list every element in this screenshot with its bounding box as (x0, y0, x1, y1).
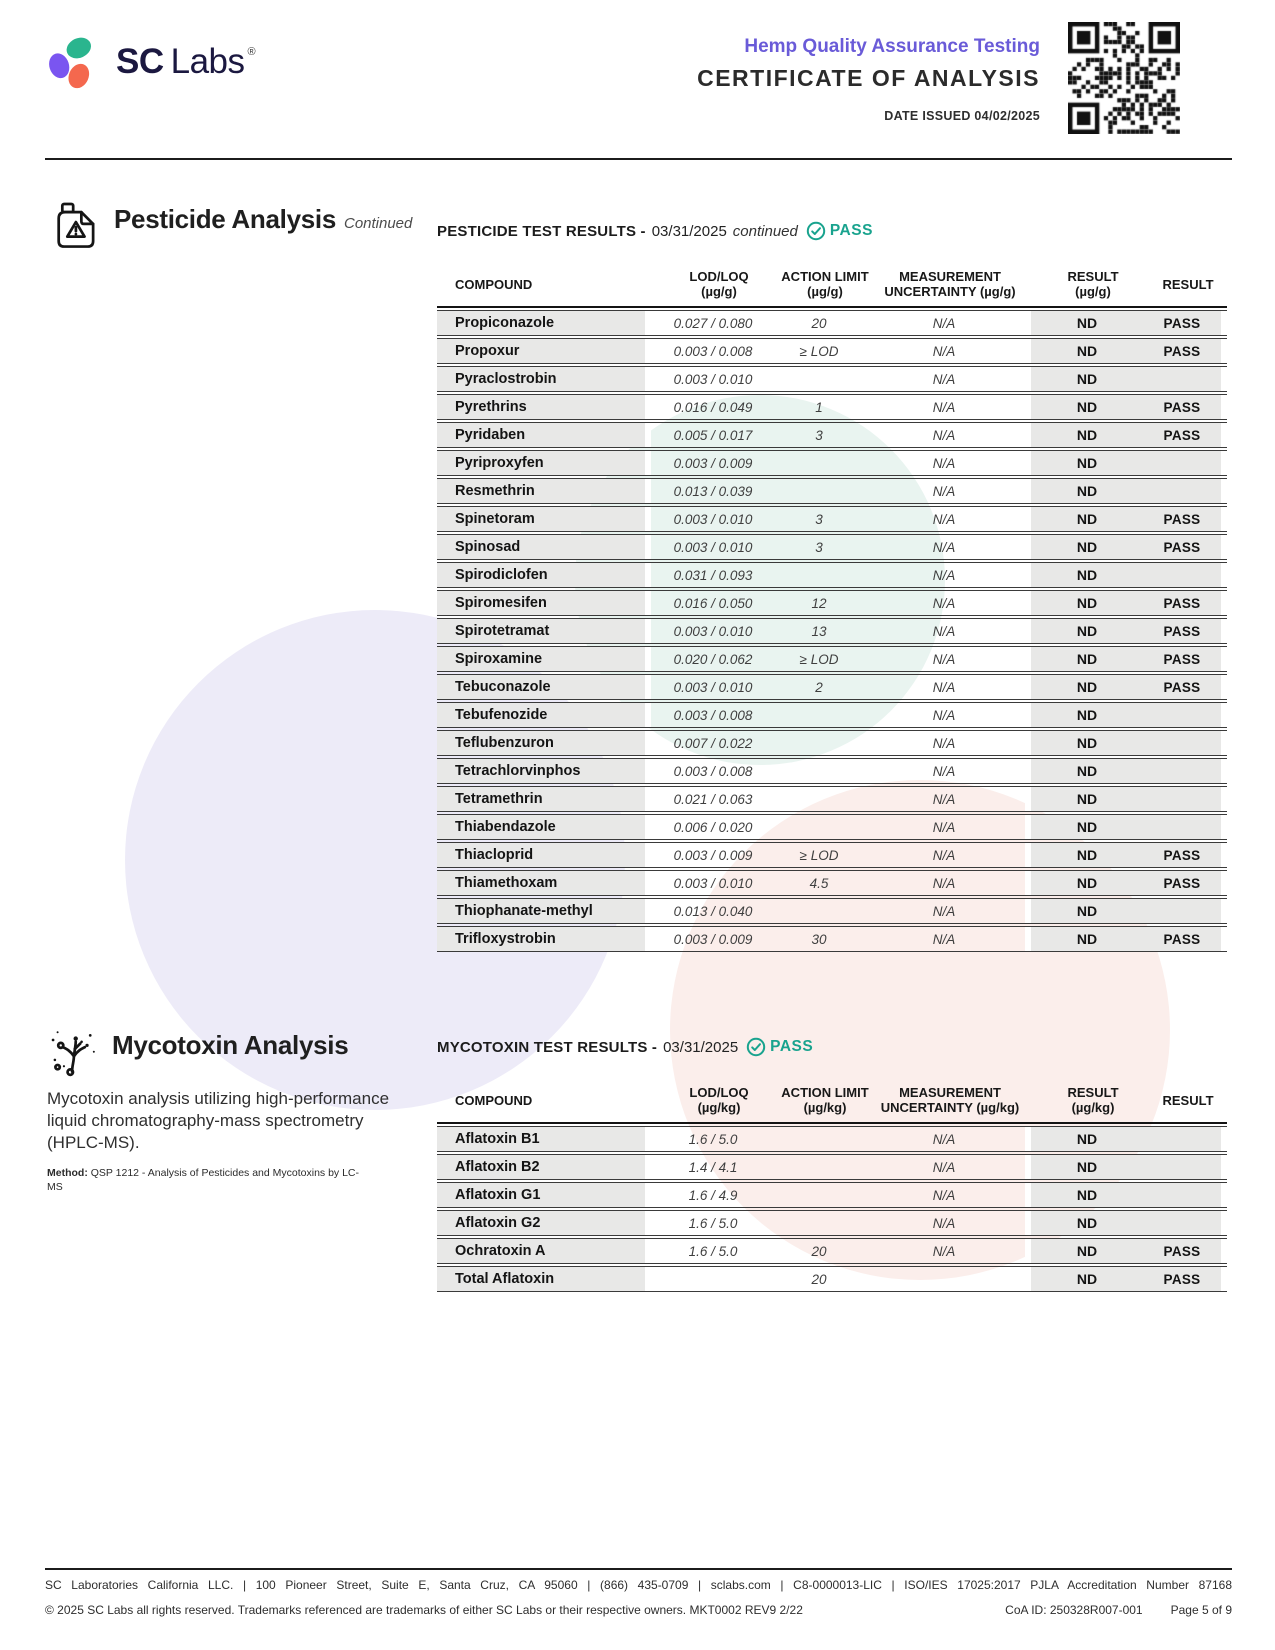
column-header-compound: COMPOUND (455, 276, 533, 292)
result-status-cell (1143, 1211, 1221, 1235)
action-limit-cell (775, 479, 863, 503)
action-limit-cell: 3 (815, 427, 823, 443)
uncertainty-cell: N/A (863, 843, 1031, 867)
result-status-cell: PASS (1143, 871, 1221, 895)
table-row (437, 618, 1227, 644)
result-status-cell: PASS (1143, 927, 1221, 951)
action-limit-cell (775, 703, 863, 727)
compound-cell: Aflatoxin G2 (437, 1211, 651, 1235)
method-text: QSP 1212 - Analysis of Pesticides and Mycotoxins by LC-MS (47, 1167, 360, 1193)
table-row (437, 1238, 1227, 1264)
compound-cell: Teflubenzuron (437, 731, 651, 755)
compound-cell: Total Aflatoxin (437, 1267, 651, 1291)
result-value-cell: ND (1031, 311, 1143, 335)
results-title-date: 03/31/2025 (651, 222, 727, 240)
mycotoxin-section-header (44, 1020, 348, 1078)
lod-loq-cell: 0.003 / 0.010 (673, 539, 753, 555)
mycotoxin-results-block (437, 1036, 1227, 1292)
result-status-cell (1143, 1183, 1221, 1207)
column-header-result-value: RESULT (µg/kg) (1067, 1085, 1119, 1115)
result-status-cell: PASS (1143, 675, 1221, 699)
compound-cell: Pyriproxyfen (437, 451, 651, 475)
table-row (437, 422, 1227, 448)
results-title-label: PESTICIDE TEST RESULTS - (437, 222, 646, 240)
uncertainty-cell: N/A (863, 423, 1031, 447)
result-value-cell: ND (1031, 871, 1143, 895)
footer-page-number: Page 5 of 9 (1170, 1603, 1232, 1617)
mycotoxin-spore-icon (44, 1020, 102, 1078)
action-limit-cell (775, 899, 863, 923)
lod-loq-cell: 0.006 / 0.020 (673, 819, 753, 835)
action-limit-cell (775, 1155, 863, 1179)
action-limit-cell (775, 759, 863, 783)
pass-status-badge: PASS (829, 222, 873, 239)
compound-cell: Tetramethrin (437, 787, 651, 811)
compound-cell: Spirotetramat (437, 619, 651, 643)
table-row (437, 786, 1227, 812)
lod-loq-cell: 0.016 / 0.049 (673, 399, 753, 415)
lod-loq-cell: 0.003 / 0.008 (673, 707, 753, 723)
table-row (437, 926, 1227, 952)
result-value-cell: ND (1031, 731, 1143, 755)
result-status-cell (1143, 759, 1221, 783)
result-status-cell: PASS (1143, 423, 1221, 447)
uncertainty-cell: N/A (863, 871, 1031, 895)
uncertainty-cell (863, 1267, 1031, 1291)
logo-text-labs: Labs (170, 42, 245, 81)
lod-loq-cell: 0.031 / 0.093 (673, 567, 753, 583)
lod-loq-cell: 0.003 / 0.009 (673, 931, 753, 947)
uncertainty-cell: N/A (863, 675, 1031, 699)
result-value-cell: ND (1031, 563, 1143, 587)
pesticide-table-header (437, 262, 1227, 308)
document-title: CERTIFICATE OF ANALYSIS (697, 65, 1040, 91)
action-limit-cell: 20 (811, 1243, 827, 1259)
result-value-cell: ND (1031, 787, 1143, 811)
result-value-cell: ND (1031, 451, 1143, 475)
lod-loq-cell: 0.003 / 0.010 (673, 623, 753, 639)
compound-cell: Spinetoram (437, 507, 651, 531)
action-limit-cell: 20 (811, 315, 827, 331)
table-row (437, 674, 1227, 700)
column-header-compound: COMPOUND (455, 1092, 533, 1108)
column-header-action-limit: ACTION LIMIT (µg/kg) (781, 1085, 869, 1115)
pesticide-results-block (437, 220, 1227, 952)
table-row (437, 898, 1227, 924)
lod-loq-cell: 0.013 / 0.040 (673, 903, 753, 919)
compound-cell: Thiabendazole (437, 815, 651, 839)
pesticide-results-title (437, 220, 1227, 242)
compound-cell: Aflatoxin B2 (437, 1155, 651, 1179)
lod-loq-cell: 0.003 / 0.009 (673, 847, 753, 863)
registered-mark: ® (247, 46, 256, 58)
uncertainty-cell: N/A (863, 367, 1031, 391)
table-row (437, 842, 1227, 868)
result-value-cell: ND (1031, 591, 1143, 615)
column-header-action-limit: ACTION LIMIT (µg/g) (781, 269, 869, 299)
column-header-result-value: RESULT (µg/g) (1067, 269, 1119, 299)
pesticide-table-body (437, 310, 1227, 952)
result-value-cell: ND (1031, 1211, 1143, 1235)
action-limit-cell (775, 563, 863, 587)
table-row (437, 730, 1227, 756)
qr-code (1068, 22, 1180, 134)
compound-cell: Aflatoxin B1 (437, 1127, 651, 1151)
uncertainty-cell: N/A (863, 451, 1031, 475)
compound-cell: Thiacloprid (437, 843, 651, 867)
uncertainty-cell: N/A (863, 647, 1031, 671)
pesticide-section-title-suffix: Continued (343, 215, 413, 232)
uncertainty-cell: N/A (863, 1183, 1031, 1207)
uncertainty-cell: N/A (863, 1155, 1031, 1179)
date-issued: DATE ISSUED 04/02/2025 (884, 109, 1040, 123)
table-row (437, 590, 1227, 616)
result-value-cell: ND (1031, 843, 1143, 867)
compound-cell: Resmethrin (437, 479, 651, 503)
result-value-cell: ND (1031, 619, 1143, 643)
action-limit-cell (775, 787, 863, 811)
uncertainty-cell: N/A (863, 395, 1031, 419)
result-value-cell: ND (1031, 927, 1143, 951)
result-value-cell: ND (1031, 815, 1143, 839)
table-row (437, 1154, 1227, 1180)
uncertainty-cell: N/A (863, 815, 1031, 839)
result-status-cell: PASS (1143, 591, 1221, 615)
table-row (437, 1266, 1227, 1292)
compound-cell: Spirodiclofen (437, 563, 651, 587)
lod-loq-cell: 0.027 / 0.080 (673, 315, 753, 331)
column-header-result: RESULT (1162, 276, 1214, 292)
action-limit-cell: 4.5 (809, 875, 829, 891)
result-value-cell: ND (1031, 647, 1143, 671)
result-status-cell (1143, 367, 1221, 391)
action-limit-cell (775, 1127, 863, 1151)
mycotoxin-method (47, 1166, 369, 1194)
logo-text-sc: SC (116, 42, 164, 81)
result-status-cell: PASS (1143, 1267, 1221, 1291)
lod-loq-cell: 1.4 / 4.1 (688, 1159, 738, 1175)
uncertainty-cell: N/A (863, 759, 1031, 783)
action-limit-cell: 3 (815, 511, 823, 527)
action-limit-cell: 13 (811, 623, 827, 639)
compound-cell: Spiroxamine (437, 647, 651, 671)
result-status-cell: PASS (1143, 535, 1221, 559)
lod-loq-cell: 0.021 / 0.063 (673, 791, 753, 807)
uncertainty-cell: N/A (863, 591, 1031, 615)
lod-loq-cell: 1.6 / 5.0 (688, 1215, 738, 1231)
pesticide-section-header (46, 194, 412, 252)
lod-loq-cell: 1.6 / 5.0 (688, 1131, 738, 1147)
uncertainty-cell: N/A (863, 535, 1031, 559)
result-status-cell: PASS (1143, 619, 1221, 643)
pesticide-table (437, 262, 1227, 952)
table-row (437, 1126, 1227, 1152)
result-status-cell (1143, 479, 1221, 503)
action-limit-cell: ≥ LOD (799, 343, 839, 359)
result-status-cell (1143, 1127, 1221, 1151)
header-divider (45, 158, 1232, 160)
footer-divider (45, 1568, 1232, 1570)
result-value-cell: ND (1031, 703, 1143, 727)
lod-loq-cell: 0.005 / 0.017 (673, 427, 753, 443)
action-limit-cell (775, 1211, 863, 1235)
table-row (437, 758, 1227, 784)
table-row (437, 338, 1227, 364)
result-status-cell: PASS (1143, 339, 1221, 363)
action-limit-cell: 1 (815, 399, 823, 415)
mycotoxin-table (437, 1078, 1227, 1292)
uncertainty-cell: N/A (863, 899, 1031, 923)
result-status-cell (1143, 563, 1221, 587)
result-status-cell: PASS (1143, 647, 1221, 671)
footer-coa-id: CoA ID: 250328R007-001 (1005, 1603, 1143, 1617)
result-value-cell: ND (1031, 675, 1143, 699)
lod-loq-cell: 0.013 / 0.039 (673, 483, 753, 499)
table-row (437, 814, 1227, 840)
result-status-cell: PASS (1143, 311, 1221, 335)
footer-lab-info: SC Laboratories California LLC. | 100 Pioneer Street, Suite E, Santa Cruz, CA 95060 | (866) 435-0709 | sclabs.com | C8-0000013-LIC | ISO/IES 17025:2017 PJLA Accreditation Number 87168 (45, 1578, 1232, 1592)
table-row (437, 506, 1227, 532)
uncertainty-cell: N/A (863, 787, 1031, 811)
result-status-cell (1143, 731, 1221, 755)
action-limit-cell: 3 (815, 539, 823, 555)
results-title-label: MYCOTOXIN TEST RESULTS - (437, 1038, 658, 1056)
action-limit-cell (775, 815, 863, 839)
table-row (437, 702, 1227, 728)
compound-cell: Aflatoxin G1 (437, 1183, 651, 1207)
action-limit-cell (775, 367, 863, 391)
result-value-cell: ND (1031, 1155, 1143, 1179)
pass-check-icon (746, 1037, 766, 1057)
compound-cell: Thiophanate-methyl (437, 899, 651, 923)
compound-cell: Spinosad (437, 535, 651, 559)
result-value-cell: ND (1031, 1267, 1143, 1291)
action-limit-cell: 20 (811, 1271, 827, 1287)
compound-cell: Trifloxystrobin (437, 927, 651, 951)
uncertainty-cell: N/A (863, 1211, 1031, 1235)
mycotoxin-results-title (437, 1036, 1227, 1058)
result-value-cell: ND (1031, 423, 1143, 447)
column-header-lod-loq: LOD/LOQ (µg/kg) (689, 1085, 749, 1115)
table-row (437, 534, 1227, 560)
action-limit-cell: 2 (815, 679, 823, 695)
pass-check-icon (806, 221, 826, 241)
lod-loq-cell: 0.003 / 0.008 (673, 763, 753, 779)
lod-loq-cell: 1.6 / 5.0 (688, 1243, 738, 1259)
lod-loq-cell: 0.003 / 0.010 (673, 511, 753, 527)
result-status-cell: PASS (1143, 843, 1221, 867)
action-limit-cell (775, 1183, 863, 1207)
mycotoxin-table-body (437, 1126, 1227, 1292)
lod-loq-cell: 0.016 / 0.050 (673, 595, 753, 611)
result-value-cell: ND (1031, 1239, 1143, 1263)
action-limit-cell: 12 (811, 595, 827, 611)
footer-copyright: © 2025 SC Labs all rights reserved. Trademarks referenced are trademarks of either SC Labs or their respective owners. MKT0002 REV9 2/22 (45, 1603, 803, 1617)
action-limit-cell: 30 (811, 931, 827, 947)
lod-loq-cell: 0.003 / 0.010 (673, 875, 753, 891)
action-limit-cell (775, 451, 863, 475)
table-row (437, 394, 1227, 420)
header-title-block (697, 36, 1040, 123)
pass-status-badge: PASS (770, 1038, 814, 1055)
result-value-cell: ND (1031, 1127, 1143, 1151)
compound-cell: Tebufenozide (437, 703, 651, 727)
result-value-cell: ND (1031, 479, 1143, 503)
uncertainty-cell: N/A (863, 507, 1031, 531)
uncertainty-cell: N/A (863, 731, 1031, 755)
result-value-cell: ND (1031, 759, 1143, 783)
compound-cell: Pyridaben (437, 423, 651, 447)
results-title-date: 03/31/2025 (663, 1038, 739, 1056)
uncertainty-cell: N/A (863, 479, 1031, 503)
result-value-cell: ND (1031, 339, 1143, 363)
sc-labs-wordmark (116, 42, 255, 82)
compound-cell: Thiamethoxam (437, 871, 651, 895)
column-header-result: RESULT (1162, 1092, 1214, 1108)
mycotoxin-description: Mycotoxin analysis utilizing high-performance liquid chromatography-mass spectrometry (HPLC-MS). (47, 1089, 390, 1152)
table-row (437, 366, 1227, 392)
result-value-cell: ND (1031, 899, 1143, 923)
action-limit-cell: ≥ LOD (799, 847, 839, 863)
column-header-uncertainty: MEASUREMENT UNCERTAINTY (µg/kg) (880, 1085, 1020, 1115)
lod-loq-cell: 0.020 / 0.062 (673, 651, 753, 667)
table-row (437, 646, 1227, 672)
pesticide-canister-icon (46, 194, 104, 252)
lod-loq-cell: 0.003 / 0.008 (673, 343, 753, 359)
compound-cell: Tetrachlorvinphos (437, 759, 651, 783)
table-row (437, 1210, 1227, 1236)
compound-cell: Spiromesifen (437, 591, 651, 615)
table-row (437, 478, 1227, 504)
lod-loq-cell: 0.003 / 0.010 (673, 679, 753, 695)
mycotoxin-table-header (437, 1078, 1227, 1124)
result-status-cell: PASS (1143, 1239, 1221, 1263)
result-value-cell: ND (1031, 1183, 1143, 1207)
table-row (437, 562, 1227, 588)
lod-loq-cell: 0.003 / 0.009 (673, 455, 753, 471)
uncertainty-cell: N/A (863, 563, 1031, 587)
uncertainty-cell: N/A (863, 1239, 1031, 1263)
method-label: Method: (47, 1167, 88, 1179)
column-header-lod-loq: LOD/LOQ (µg/g) (689, 269, 749, 299)
result-status-cell (1143, 1155, 1221, 1179)
sc-labs-logo (48, 34, 255, 90)
table-row (437, 870, 1227, 896)
compound-cell: Ochratoxin A (437, 1239, 651, 1263)
result-value-cell: ND (1031, 507, 1143, 531)
lod-loq-cell: 1.6 / 4.9 (688, 1187, 738, 1203)
table-row (437, 450, 1227, 476)
column-header-uncertainty: MEASUREMENT UNCERTAINTY (µg/g) (884, 269, 1016, 299)
program-title: Hemp Quality Assurance Testing (744, 36, 1040, 57)
result-value-cell: ND (1031, 535, 1143, 559)
action-limit-cell (775, 731, 863, 755)
result-status-cell (1143, 703, 1221, 727)
mycotoxin-section-title: Mycotoxin Analysis (112, 1030, 349, 1060)
compound-cell: Propoxur (437, 339, 651, 363)
sc-labs-logo-icon (48, 34, 104, 90)
footer-legal-line (45, 1603, 1232, 1617)
result-status-cell (1143, 787, 1221, 811)
compound-cell: Tebuconazole (437, 675, 651, 699)
table-row (437, 310, 1227, 336)
result-status-cell (1143, 451, 1221, 475)
uncertainty-cell: N/A (863, 1127, 1031, 1151)
uncertainty-cell: N/A (863, 703, 1031, 727)
table-row (437, 1182, 1227, 1208)
result-status-cell: PASS (1143, 507, 1221, 531)
compound-cell: Pyrethrins (437, 395, 651, 419)
result-value-cell: ND (1031, 367, 1143, 391)
results-title-continued: continued (732, 222, 798, 240)
result-status-cell (1143, 899, 1221, 923)
uncertainty-cell: N/A (863, 619, 1031, 643)
action-limit-cell: ≥ LOD (799, 651, 839, 667)
compound-cell: Propiconazole (437, 311, 651, 335)
pesticide-section-title: Pesticide Analysis (114, 204, 336, 234)
compound-cell: Pyraclostrobin (437, 367, 651, 391)
result-value-cell: ND (1031, 395, 1143, 419)
lod-loq-cell: 0.007 / 0.022 (673, 735, 753, 751)
lod-loq-cell: 0.003 / 0.010 (673, 371, 753, 387)
uncertainty-cell: N/A (863, 339, 1031, 363)
result-status-cell (1143, 815, 1221, 839)
uncertainty-cell: N/A (863, 311, 1031, 335)
lod-loq-cell (651, 1267, 775, 1291)
result-status-cell: PASS (1143, 395, 1221, 419)
uncertainty-cell: N/A (863, 927, 1031, 951)
